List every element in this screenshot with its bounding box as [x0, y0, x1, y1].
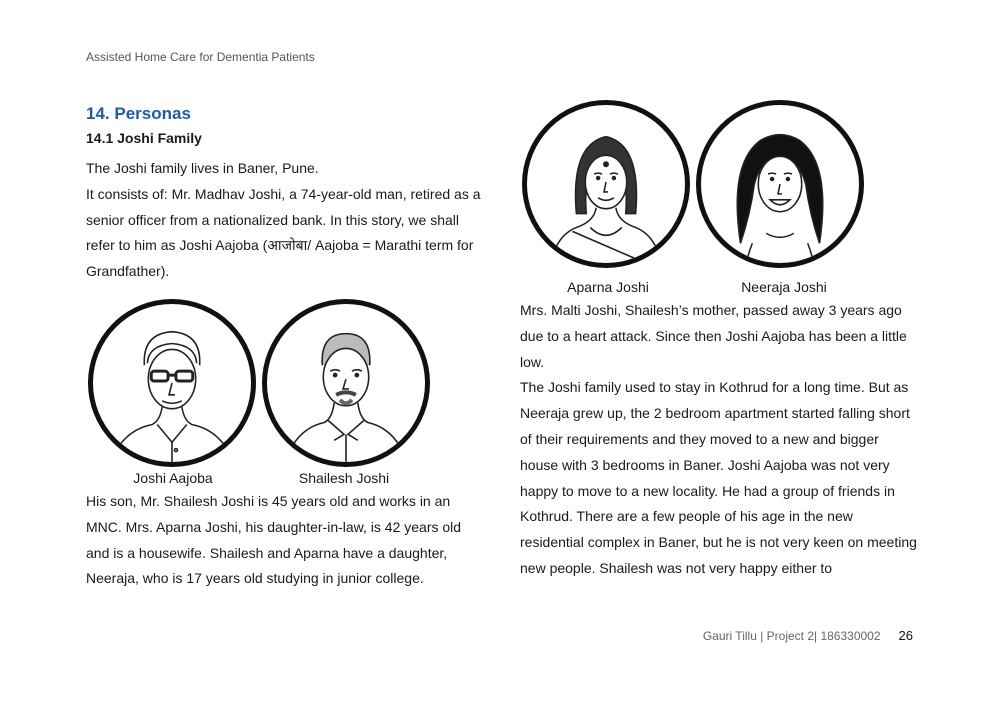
caption-aparna-joshi: Aparna Joshi — [567, 279, 649, 295]
intro-paragraph: The Joshi family lives in Baner, Pune. — [86, 160, 319, 176]
section-title: 14. Personas — [86, 104, 191, 123]
relocation-paragraph: The Joshi family used to stay in Kothrud for a long time. But as Neeraja grew up, the 2 bedroom apartment started falling short of their requirements and they moved to a new and bigger house with 3 bedrooms in Baner. Joshi Aajoba was not very happy to move to a new locality. He had a group of friends in Kothrud. There are a few people of his age in the new residential complex in Baner, but he is not very keen on meeting new people. Shailesh was not very happy either to — [520, 379, 917, 576]
portraits-row-2 — [522, 100, 920, 268]
caption-shailesh-joshi: Shailesh Joshi — [298, 469, 390, 486]
mother-paragraph: Mrs. Malti Joshi, Shailesh’s mother, passed away 3 years ago due to a heart attack. Since then Joshi Aajoba has been a little low. — [520, 302, 907, 370]
portrait-captions-2 — [520, 276, 920, 298]
shailesh-joshi-portrait — [262, 299, 430, 467]
portrait-captions-1 — [86, 467, 486, 489]
page-number: 26 — [898, 628, 913, 643]
caption-joshi-aajoba: Joshi Aajoba — [133, 469, 213, 486]
subsection-title: 14.1 Joshi Family — [86, 130, 202, 146]
family-paragraph: It consists of: Mr. Madhav Joshi, a 74-year-old man, retired as a senior officer from a nationalized bank. In this story, we shall refer to him as Joshi Aajoba (आजोबा/ Aajoba = Marathi term for Grandfather). — [86, 185, 481, 280]
right-column — [520, 100, 920, 582]
caption-neeraja-joshi: Neeraja Joshi — [741, 279, 827, 295]
son-paragraph: His son, Mr. Shailesh Joshi is 45 years old and works in an MNC. Mrs. Aparna Joshi, his daughter-in-law, is 42 years old and is a housewife. Shailesh and Aparna have a daughter, Neeraja, who is 17 years old studying in junior college. — [86, 492, 462, 587]
portraits-row-1 — [88, 299, 486, 467]
running-header: Assisted Home Care for Dementia Patients — [86, 50, 315, 64]
footer-credit: Gauri Tillu | Project 2| 186330002 — [702, 629, 881, 643]
page-footer — [703, 628, 913, 643]
neeraja-joshi-portrait — [696, 100, 864, 268]
left-column — [86, 104, 486, 592]
joshi-aajoba-portrait — [88, 299, 256, 467]
aparna-joshi-portrait — [522, 100, 690, 268]
